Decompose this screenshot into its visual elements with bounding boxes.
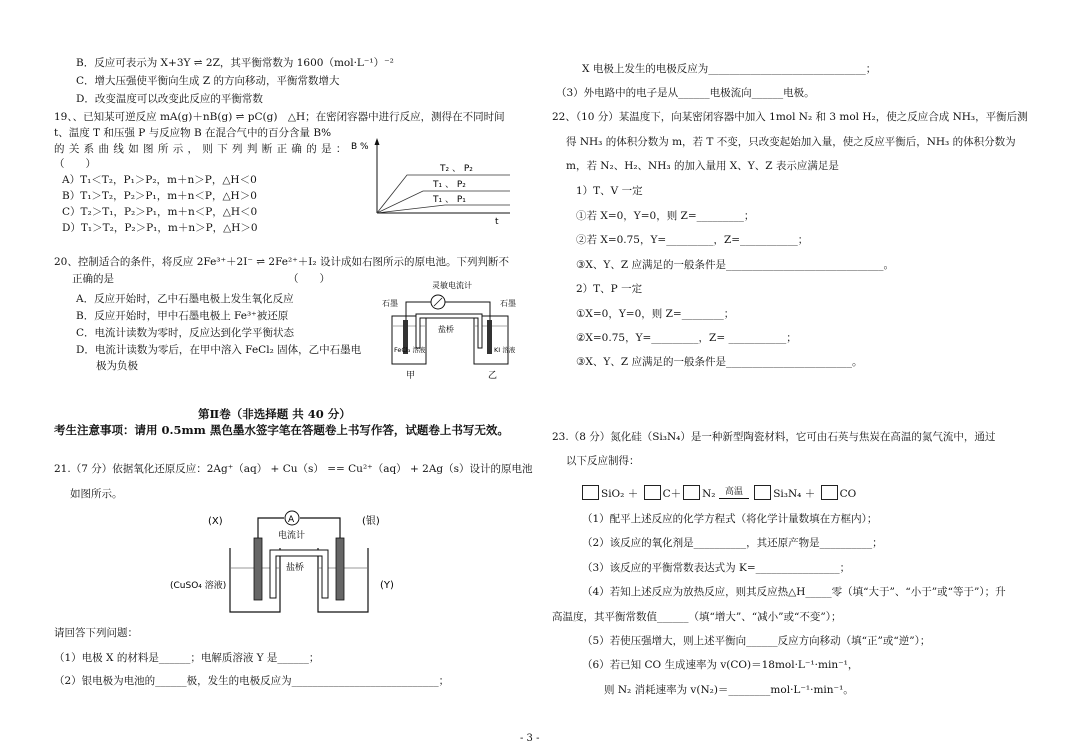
coef-box-co[interactable]: [821, 485, 838, 500]
page-number: - 3 -: [520, 733, 540, 744]
q18-option-b: B．反应可表示为 X+3Y ⇌ 2Z，其平衡常数为 1600（mol·L⁻¹）⁻²: [76, 57, 394, 69]
eq-condition: 高温: [719, 488, 749, 499]
coef-box-n2[interactable]: [683, 485, 700, 500]
q22-part2-title: 2）T、P 一定: [576, 283, 643, 295]
q20-right-electrode-label: 石墨: [500, 299, 516, 308]
q21-electrode-silver: [336, 538, 344, 600]
q20-sol-left: FeCl₃ 溶液: [394, 346, 426, 354]
graph-x-label: t: [495, 217, 499, 227]
q21-stem-line2: 如图所示。: [70, 488, 123, 500]
q19-stem-line1: 19、、已知某可逆反应 mA(g)＋nB(g) ⇌ pC(g) △H；在密闭容器中进行反应，测得在不同时间: [54, 111, 505, 123]
q20-option-a: A．反应开始时，乙中石墨电极上发生氧化反应: [76, 293, 294, 305]
section2-notice: 考生注意事项：请用 0.5mm 黑色墨水签字笔在答题卷上书写作答，试题卷上书写无效。: [54, 423, 509, 437]
q20-beaker-left: [392, 316, 426, 364]
q18-option-c: C．增大压强使平衡向生成 Z 的方向移动，平衡常数增大: [76, 75, 340, 87]
q23-sub4-line2: 高温度，其平衡常数值______（填“增大”、“减小”或“不变”）；: [552, 611, 842, 623]
graph-curve-t1p1: [377, 205, 510, 213]
q20-bridge-label: 盐桥: [438, 325, 454, 334]
q21-sub1: （1）电极 X 的材料是______；电解质溶液 Y 是______；: [54, 652, 320, 664]
q23-sub5: （5）若使压强增大，则上述平衡向______反应方向移动（填“正”或“逆”）；: [582, 635, 931, 647]
q22-stem-line3: m，若 N₂、H₂、NH₃ 的加入量用 X、Y、Z 表示应满足是: [566, 160, 839, 172]
q23-equation: [580, 485, 856, 501]
q19-stem-line2: t、温度 T 和压强 P 与反应物 B 在混合气中的百分含量 B%: [54, 127, 332, 139]
q20-meter-label: 灵敏电流计: [432, 281, 472, 290]
q18-option-d: D．改变温度可以改变此反应的平衡常数: [76, 93, 263, 105]
q23-sub3: （3）该反应的平衡常数表达式为 K=________________；: [582, 562, 851, 574]
graph-label-t1p1: T₁ 、 P₁: [433, 195, 466, 205]
q21-meter-label: 电流计: [278, 531, 306, 541]
q21-prompt: 请回答下列问题：: [54, 627, 138, 639]
q21-stem-line1: 21.（7 分）依据氧化还原反应：2Ag⁺（aq） + Cu（s） == Cu²⁺（aq） + 2Ag（s）设计的原电池: [54, 463, 533, 475]
q23-sub6-line2: 则 N₂ 消耗速率为 v(N₂)＝________mol·L⁻¹·min⁻¹。: [604, 684, 854, 696]
graph-label-t2p2: T₂ 、 P₂: [440, 164, 473, 174]
eq-si3n4: Si₃N₄: [773, 488, 802, 500]
q20-stem-line2: 正确的是: [72, 273, 114, 285]
q20-option-d-line2: 极为负极: [96, 360, 138, 372]
q22-stem-line2: 得 NH₃ 的体积分数为 m，若 T 不变，只改变起始加入量，使之反应平衡后，NH₃ 的体积分数为: [566, 136, 1016, 148]
q19-stem-line3: 的 关 系 曲 线 如 图 所 示 ， 则 下 列 判 断 正 确 的 是 ：: [54, 143, 347, 155]
graph-y-label: B %: [351, 142, 369, 152]
section2-title: 第Ⅱ卷（非选择题 共 40 分）: [198, 407, 351, 421]
q22-part2-c: ③X、Y、Z 应满足的一般条件是________________________。: [576, 356, 863, 368]
q23-stem-line2: 以下反应制得：: [566, 455, 640, 467]
eq-plus-3: ＋: [804, 488, 816, 500]
q23-sub1: （1）配平上述反应的化学方程式（将化学计量数填在方框内）；: [582, 513, 878, 525]
q19-graph: [345, 135, 520, 230]
q22-part1-c: ③X、Y、Z 应满足的一般条件是______________________________。: [576, 259, 894, 271]
q20-sol-right: KI 溶液: [494, 346, 516, 354]
q22-part1-b: ②若 X=0.75，Y=_________，Z=___________；: [576, 234, 809, 246]
q21-sub2: （2）银电极为电池的______极，发生的电极反应为____________________________；: [54, 675, 450, 687]
q21-bridge-label: 盐桥: [286, 563, 305, 573]
q20-graphite-right: [487, 320, 492, 354]
graph-y-arrow-icon: [375, 138, 380, 145]
q22-part2-a: ①X=0，Y=0，则 Z=________；: [576, 308, 735, 320]
q22-stem-line1: 22、（10 分）某温度下，向某密闭容器中加入 1mol N₂ 和 3 mol H₂，使之反应合成 NH₃，平衡后测: [552, 111, 1028, 123]
q20-paren: （ ）: [288, 273, 330, 285]
q21-label-y: (Y): [380, 580, 394, 591]
q21-sub3: （3）外电路中的电子是从______电极流向______电极。: [556, 87, 815, 99]
q19-option-d: D）T₁＞T₂，P₂＞P₁，m＋n＞P，△H＞0: [62, 222, 258, 234]
q23-sub4-line1: （4）若知上述反应为放热反应，则其反应热△H_____零（填“大于”、“小于”或“等于”）；升: [582, 586, 1006, 598]
eq-n2: N₂: [702, 488, 716, 500]
eq-c: C: [662, 488, 671, 500]
eq-co: CO: [839, 488, 857, 500]
q20-left-electrode-label: 石墨: [382, 299, 398, 308]
q23-sub6-line1: （6）若已知 CO 生成速率为 v(CO)＝18mol·L⁻¹·min⁻¹，: [582, 659, 859, 671]
q20-option-b: B．反应开始时，甲中石墨电极上 Fe³⁺被还原: [76, 310, 289, 322]
q19-option-a: A）T₁＜T₂，P₁＞P₂，m＋n＞P，△H＜0: [62, 174, 257, 186]
eq-arrow: [719, 488, 749, 499]
q19-option-c: C）T₂＞T₁，P₂＞P₁，m＋n＜P，△H＜0: [62, 206, 258, 218]
q22-part2-b: ②X=0.75，Y=_________，Z= ___________；: [576, 332, 797, 344]
q20-label-yi: 乙: [488, 371, 498, 381]
q21-wire-right: [300, 518, 340, 546]
q21-x-reaction: X 电极上发生的电极反应为______________________________；: [582, 63, 877, 75]
q21-cell-figure: [170, 508, 410, 620]
graph-label-t1p2: T₁ 、 P₂: [433, 180, 466, 190]
q21-electrode-x: [254, 538, 262, 600]
eq-sio2: SiO₂: [601, 488, 625, 500]
q19-option-b: B）T₁＞T₂，P₂＞P₁，m＋n＜P，△H＞0: [62, 190, 257, 202]
q23-sub2: （2）该反应的氧化剂是__________，其还原产物是__________；: [582, 537, 883, 549]
q20-cell-figure: [380, 276, 520, 384]
q22-part1-title: 1）T、V 一定: [576, 185, 643, 197]
coef-box-si3n4[interactable]: [754, 485, 771, 500]
q20-stem-line1: 20、控制适合的条件，将反应 2Fe³⁺＋2I⁻ ⇌ 2Fe²⁺＋I₂ 设计成如右图所示的原电池。下列判断不: [54, 256, 509, 268]
q20-option-c: C．电流计读数为零时，反应达到化学平衡状态: [76, 327, 295, 339]
q23-stem-line1: 23.（8 分）氮化硅（Si₃N₄）是一种新型陶瓷材料，它可由石英与焦炭在高温的氮气流中，通过: [552, 431, 996, 443]
q21-salt-bridge: [270, 550, 328, 598]
q21-label-silver: (银): [362, 516, 380, 527]
q22-part1-a: ①若 X=0，Y=0，则 Z=_________；: [576, 210, 755, 222]
eq-plus-2: ＋: [670, 488, 682, 500]
q20-option-d-line1: D．电流计读数为零后，在甲中溶入 FeCl₂ 固体，乙中石墨电: [76, 344, 362, 356]
q20-label-jia: 甲: [406, 371, 416, 381]
q19-paren: （ ）: [54, 158, 96, 170]
coef-box-c[interactable]: [644, 485, 661, 500]
eq-plus-1: ＋: [627, 488, 639, 500]
q21-cuso4-label: (CuSO₄ 溶液): [170, 581, 227, 591]
coef-box-sio2[interactable]: [582, 485, 599, 500]
q21-ammeter-a: A: [288, 515, 295, 525]
q21-label-x: (X): [208, 516, 223, 527]
